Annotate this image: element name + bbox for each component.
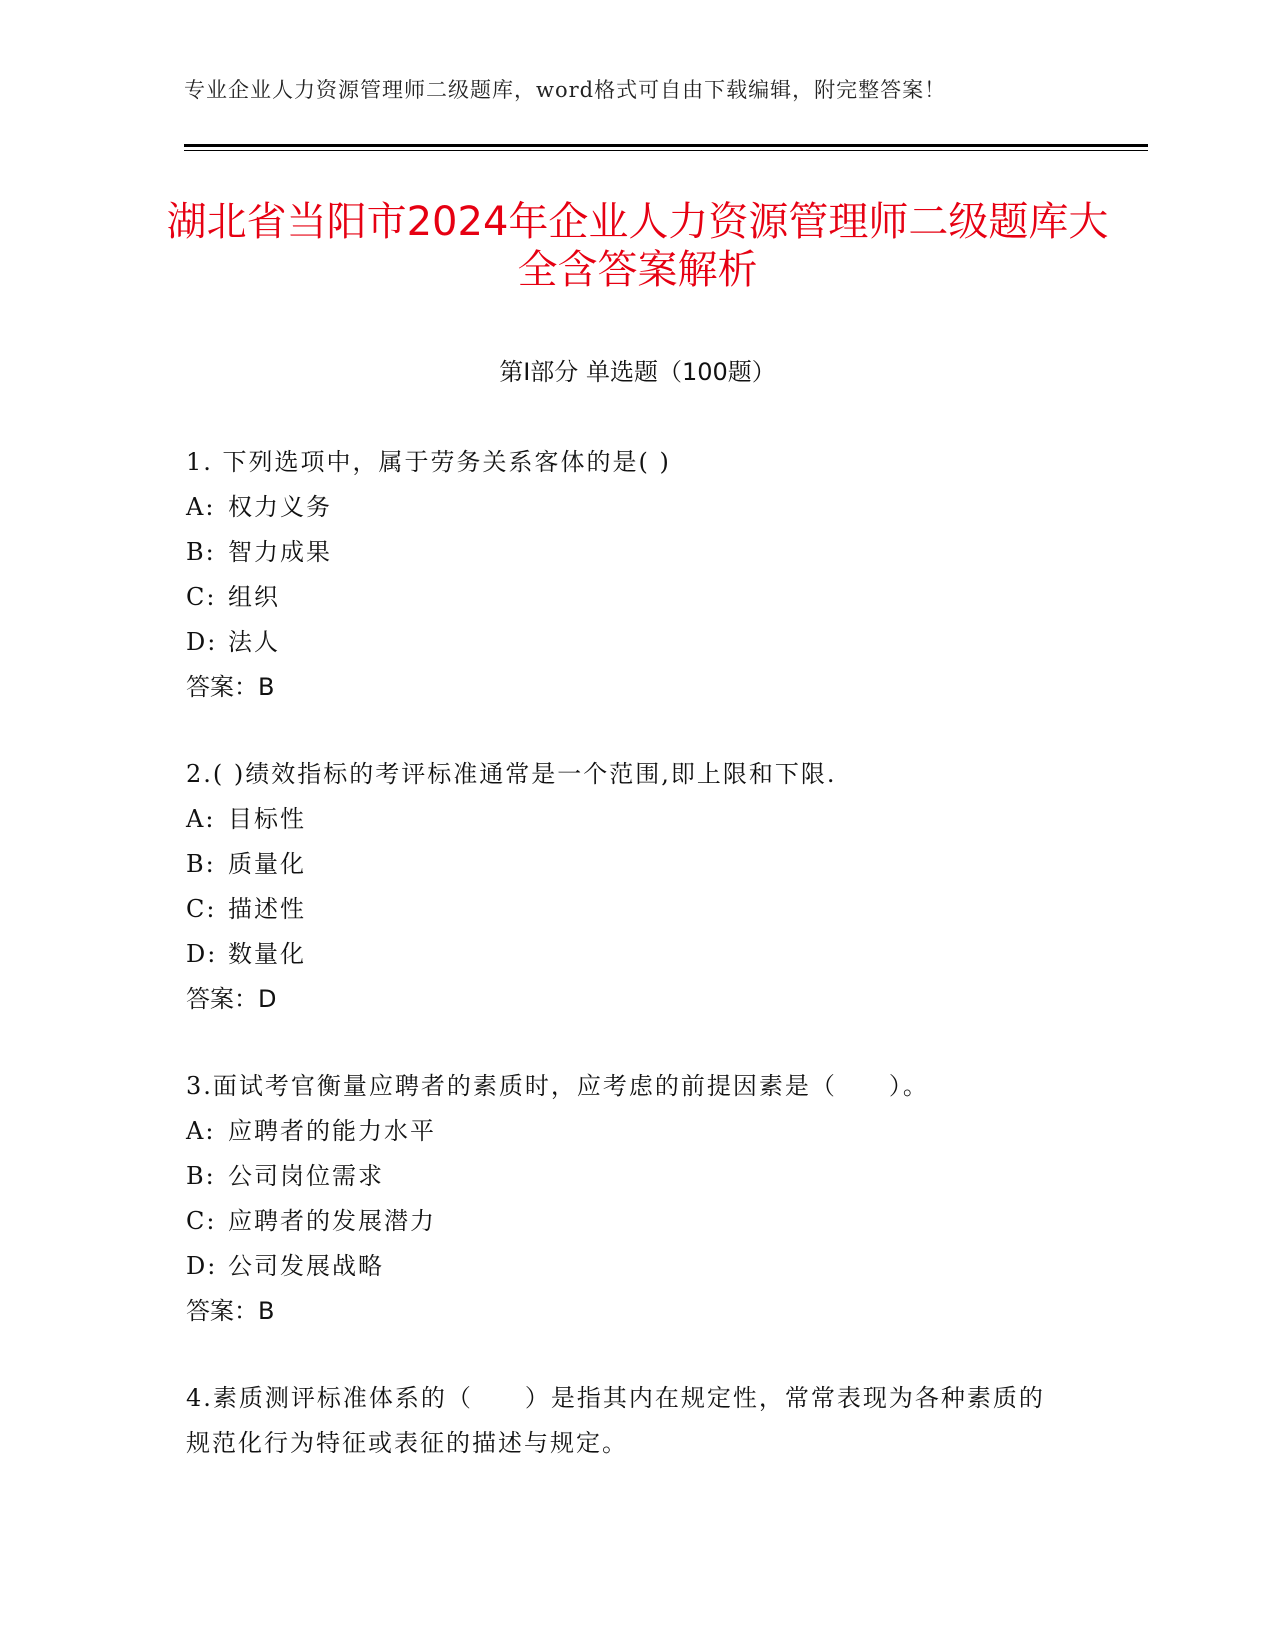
option-c (186, 575, 1066, 620)
question-4 (186, 1376, 1066, 1466)
option-letter: A: (186, 1117, 216, 1145)
question-stem: 3.面试考官衡量应聘者的素质时，应考虑的前提因素是（ ）。 (186, 1072, 929, 1100)
option-text: 数量化 (228, 940, 306, 968)
question-1 (186, 440, 1066, 710)
document-title: 湖北省当阳市2024年企业人力资源管理师二级题库大全含答案解析 (166, 199, 1109, 293)
header-rule-thick (184, 144, 1148, 147)
option-text: 权力义务 (228, 493, 332, 521)
option-text: 组织 (228, 583, 280, 611)
answer: 答案：D (186, 985, 277, 1013)
page-header: 专业企业人力资源管理师二级题库，word格式可自由下载编辑，附完整答案！ (184, 78, 947, 102)
option-a (186, 797, 1066, 842)
option-b (186, 1154, 1066, 1199)
option-letter: B: (186, 538, 216, 566)
option-letter: B: (186, 850, 216, 878)
answer: 答案：B (186, 1297, 275, 1325)
option-text: 应聘者的能力水平 (228, 1117, 436, 1145)
question-list (186, 440, 1066, 1508)
option-d (186, 1244, 1066, 1289)
option-letter: C: (186, 583, 217, 611)
option-d (186, 932, 1066, 977)
option-text: 法人 (228, 628, 280, 656)
question-stem: 1. 下列选项中，属于劳务关系客体的是( ) (186, 448, 671, 476)
option-letter: D: (186, 1252, 218, 1280)
option-letter: C: (186, 1207, 217, 1235)
option-text: 描述性 (228, 895, 306, 923)
option-text: 公司岗位需求 (228, 1162, 384, 1190)
question-stem: 2.( )绩效指标的考评标准通常是一个范围,即上限和下限. (186, 760, 837, 788)
option-a (186, 1109, 1066, 1154)
option-b (186, 842, 1066, 887)
question-2 (186, 752, 1066, 1022)
option-letter: D: (186, 628, 218, 656)
option-text: 公司发展战略 (228, 1252, 384, 1280)
answer: 答案：B (186, 673, 275, 701)
option-letter: D: (186, 940, 218, 968)
option-letter: C: (186, 895, 217, 923)
option-c (186, 887, 1066, 932)
option-a (186, 485, 1066, 530)
section-title: 第Ⅰ部分 单选题（100题） (499, 358, 776, 386)
question-stem: 4.素质测评标准体系的（ ）是指其内在规定性，常常表现为各种素质的规范化行为特征或表征的描述与规定。 (186, 1384, 1045, 1457)
question-3 (186, 1064, 1066, 1334)
option-d (186, 620, 1066, 665)
option-text: 智力成果 (228, 538, 332, 566)
header-rule-thin (184, 150, 1148, 151)
option-c (186, 1199, 1066, 1244)
option-text: 目标性 (228, 805, 306, 833)
option-letter: A: (186, 805, 216, 833)
option-b (186, 530, 1066, 575)
option-letter: A: (186, 493, 216, 521)
option-text: 质量化 (228, 850, 306, 878)
option-text: 应聘者的发展潜力 (228, 1207, 436, 1235)
option-letter: B: (186, 1162, 216, 1190)
